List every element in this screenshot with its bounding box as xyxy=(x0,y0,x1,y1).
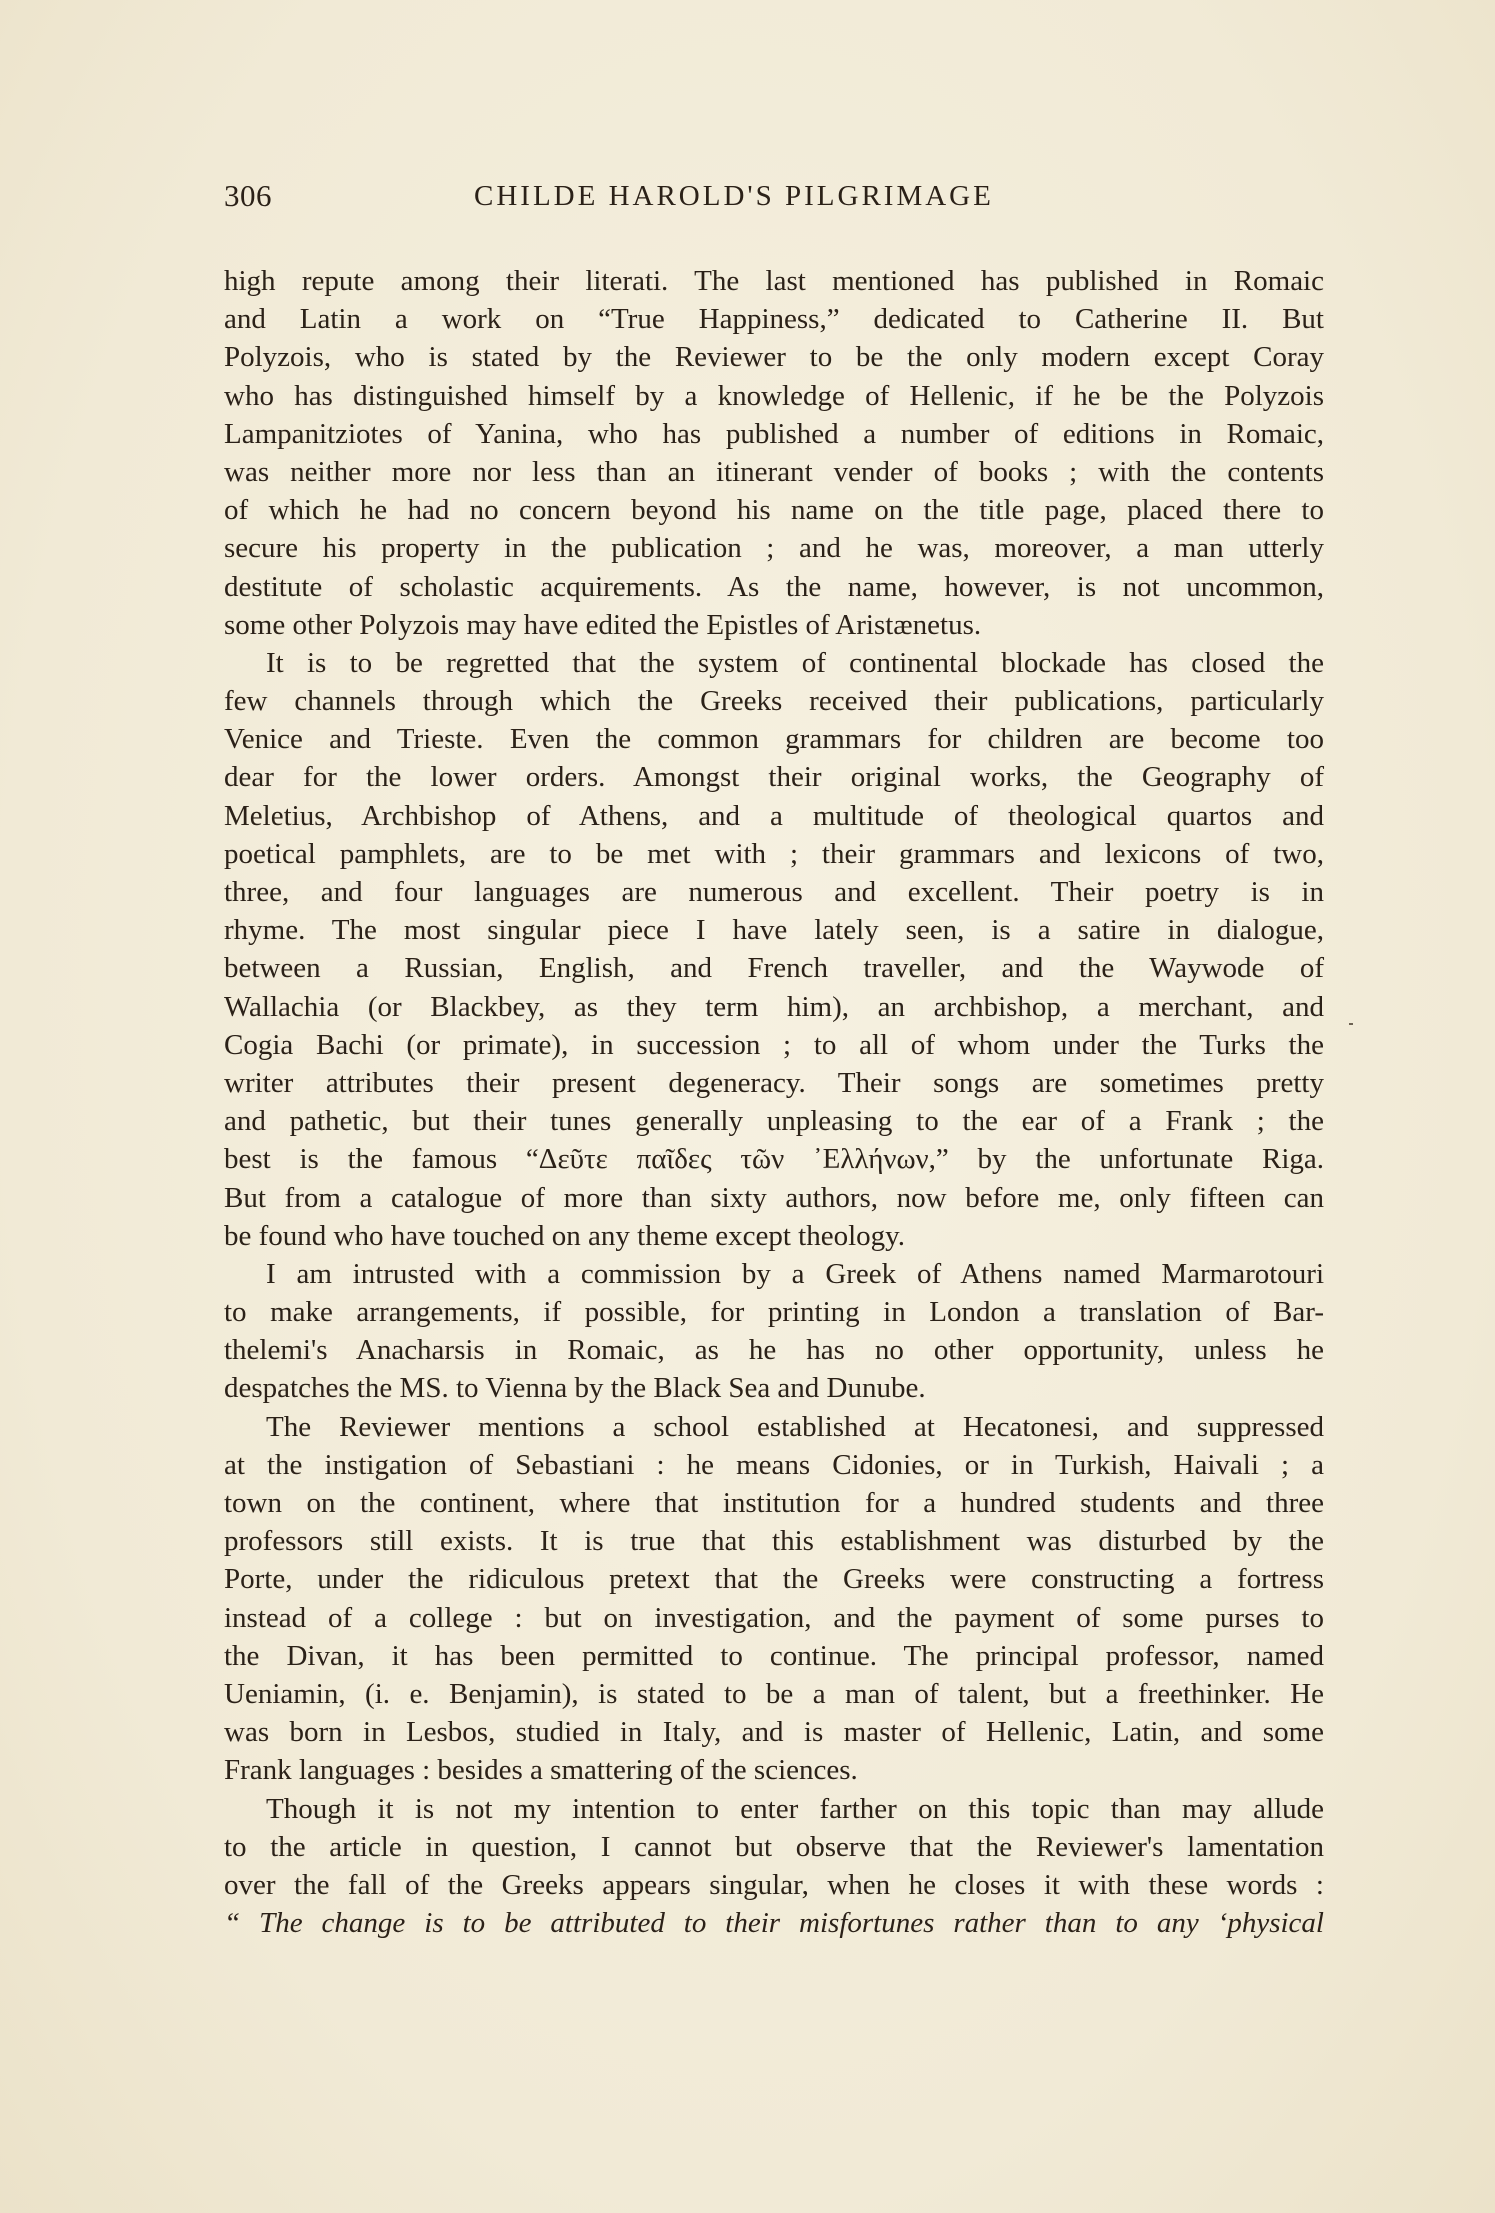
text-line: at the instigation of Sebastiani : he means Cidonies, or in Turkish, Haivali ; a xyxy=(224,1448,1324,1481)
body-text xyxy=(224,262,1324,1942)
paragraph-3 xyxy=(224,1255,1324,1408)
text-line: dear for the lower orders. Amongst their original works, the Geography of xyxy=(224,761,1324,794)
text-line: despatches the MS. to Vienna by the Black Sea and Dunube. xyxy=(224,1372,926,1405)
running-title: CHILDE HAROLD'S PILGRIMAGE xyxy=(474,180,994,212)
text-line: Meletius, Archbishop of Athens, and a multitude of theological quartos and xyxy=(224,799,1324,832)
quotation-line: “ The change is to be attributed to their misfortunes rather than to any ‘physical xyxy=(224,1907,1324,1940)
text-line: rhyme. The most singular piece I have lately seen, is a satire in dialogue, xyxy=(224,914,1324,947)
text-line: thelemi's Anacharsis in Romaic, as he has no other opportunity, unless he xyxy=(224,1334,1324,1367)
text-line: writer attributes their present degeneracy. Their songs are sometimes pretty xyxy=(224,1066,1324,1099)
text-line: and pathetic, but their tunes generally unpleasing to the ear of a Frank ; the xyxy=(224,1105,1324,1138)
paragraph-5 xyxy=(224,1790,1324,1943)
text-line: was born in Lesbos, studied in Italy, and is master of Hellenic, Latin, and some xyxy=(224,1716,1324,1749)
text-line: few channels through which the Greeks received their publications, particularly xyxy=(224,685,1324,718)
text-line: Porte, under the ridiculous pretext that the Greeks were constructing a fortress xyxy=(224,1563,1324,1596)
text-line: Ueniamin, (i. e. Benjamin), is stated to be a man of talent, but a freethinker. He xyxy=(224,1677,1324,1710)
text-line: Cogia Bachi (or primate), in succession ; to all of whom under the Turks the xyxy=(224,1028,1324,1061)
text-line: It is to be regretted that the system of continental blockade has closed the xyxy=(266,646,1324,679)
text-line: professors still exists. It is true that this establishment was disturbed by the xyxy=(224,1525,1324,1558)
paragraph-4 xyxy=(224,1408,1324,1790)
text-line: who has distinguished himself by a knowledge of Hellenic, if he be the Polyzois xyxy=(224,379,1324,412)
text-line-greek-title: best is the famous “Δεῦτε παῖδες τῶν ᾿Ελλήνων,” by the unfortunate Riga. xyxy=(224,1143,1324,1176)
text-line: over the fall of the Greeks appears singular, when he closes it with these words : xyxy=(224,1868,1324,1901)
text-line: to make arrangements, if possible, for printing in London a translation of Bar- xyxy=(224,1296,1324,1329)
text-line: of which he had no concern beyond his name on the title page, placed there to xyxy=(224,494,1324,527)
text-line: Wallachia (or Blackbey, as they term him), an archbishop, a merchant, and xyxy=(224,990,1324,1023)
page-header xyxy=(224,178,1324,218)
text-line: Lampanitziotes of Yanina, who has published a number of editions in Romaic, xyxy=(224,417,1324,450)
margin-mark xyxy=(1349,1023,1353,1025)
text-line: Polyzois, who is stated by the Reviewer to be the only modern except Coray xyxy=(224,341,1324,374)
text-line: three, and four languages are numerous and excellent. Their poetry is in xyxy=(224,876,1324,908)
text-line: to the article in question, I cannot but observe that the Reviewer's lamentation xyxy=(224,1830,1324,1863)
text-line: destitute of scholastic acquirements. As the name, however, is not uncommon, xyxy=(224,570,1324,603)
text-line: Though it is not my intention to enter farther on this topic than may allude xyxy=(266,1792,1324,1825)
paragraph-1 xyxy=(224,262,1324,644)
paragraph-2 xyxy=(224,644,1324,1255)
text-line: secure his property in the publication ; and he was, moreover, a man utterly xyxy=(224,532,1324,565)
text-line: But from a catalogue of more than sixty authors, now before me, only fifteen can xyxy=(224,1181,1324,1214)
text-line: some other Polyzois may have edited the Epistles of Aristænetus. xyxy=(224,608,982,641)
text-line: poetical pamphlets, are to be met with ; their grammars and lexicons of two, xyxy=(224,837,1324,870)
text-line: town on the continent, where that institution for a hundred students and three xyxy=(224,1487,1324,1519)
text-line: The Reviewer mentions a school established at Hecatonesi, and suppressed xyxy=(266,1410,1324,1443)
text-line: between a Russian, English, and French traveller, and the Waywode of xyxy=(224,952,1324,985)
text-line: be found who have touched on any theme except theology. xyxy=(224,1219,906,1252)
text-line: and Latin a work on “True Happiness,” dedicated to Catherine II. But xyxy=(224,303,1324,336)
text-line: Venice and Trieste. Even the common grammars for children are become too xyxy=(224,723,1324,756)
text-line: I am intrusted with a commission by a Greek of Athens named Marmarotouri xyxy=(266,1257,1324,1290)
text-line: high repute among their literati. The last mentioned has published in Romaic xyxy=(224,265,1324,297)
text-line: Frank languages : besides a smattering of the sciences. xyxy=(224,1754,858,1787)
text-line: was neither more nor less than an itinerant vender of books ; with the contents xyxy=(224,455,1324,488)
text-line: the Divan, it has been permitted to continue. The principal professor, named xyxy=(224,1639,1324,1672)
text-line: instead of a college : but on investigation, and the payment of some purses to xyxy=(224,1601,1324,1634)
page-number: 306 xyxy=(224,178,272,213)
